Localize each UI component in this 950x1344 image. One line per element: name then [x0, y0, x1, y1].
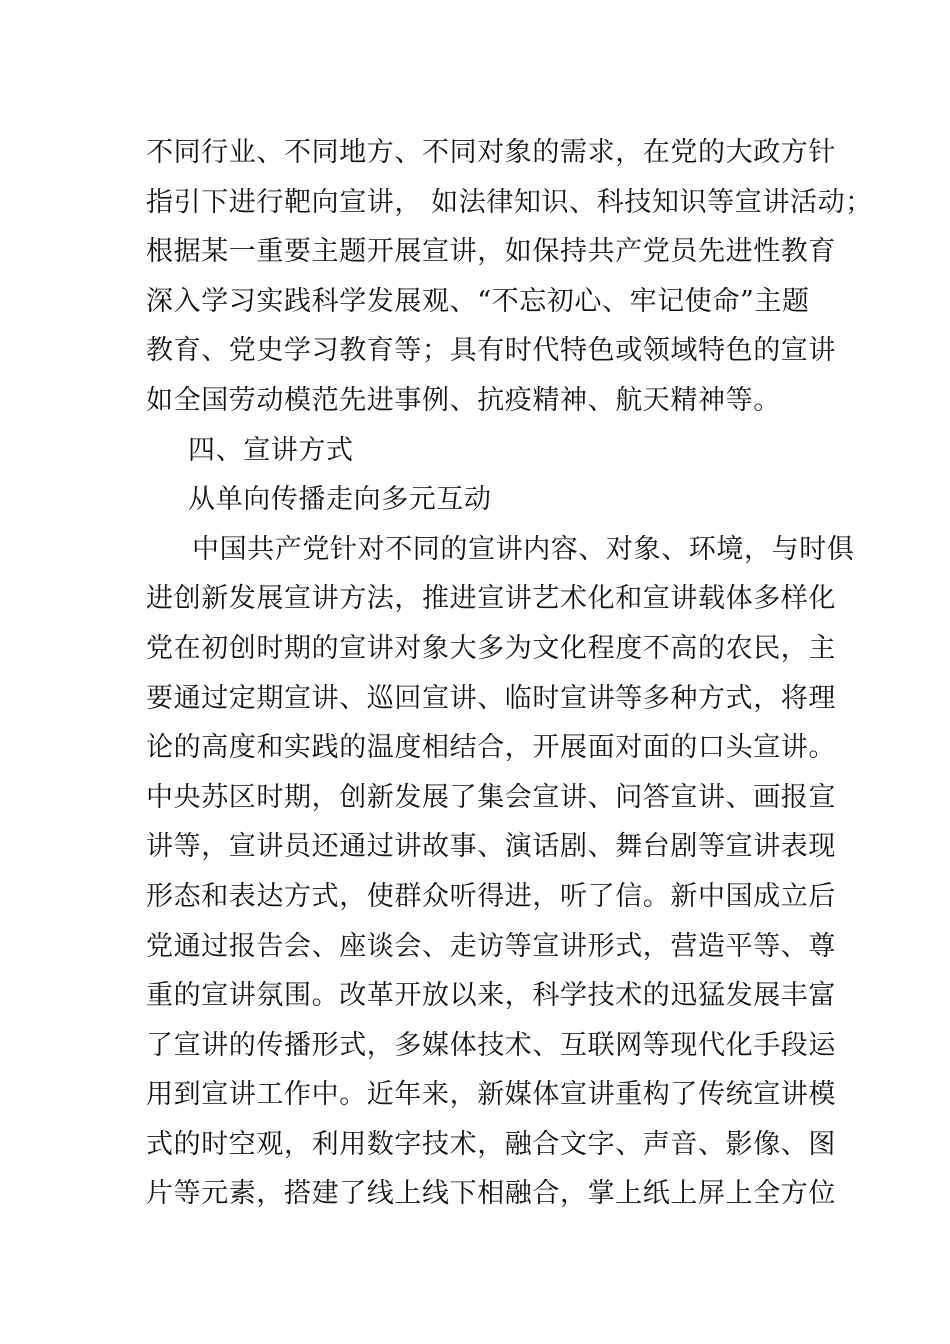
text-line: 式的时空观，利用数字技术，融合文字、声音、影像、图	[146, 1128, 836, 1160]
text-line: 根据某一重要主题开展宣讲，如保持共产党员先进性教育	[146, 236, 836, 268]
text-line: 了宣讲的传播形式，多媒体技术、互联网等现代化手段运	[146, 1029, 836, 1061]
text-line: 讲等，宣讲员还通过讲故事、演话剧、舞台剧等宣讲表现	[146, 831, 836, 863]
text-line: 如全国劳动模范先进事例、抗疫精神、航天精神等。	[146, 384, 781, 416]
text-line: 中央苏区时期，创新发展了集会宣讲、问答宣讲、画报宣	[146, 781, 836, 813]
text-line: 党在初创时期的宣讲对象大多为文化程度不高的农民，主	[146, 632, 836, 664]
text-line: 用到宣讲工作中。近年来，新媒体宣讲重构了传统宣讲模	[146, 1079, 836, 1111]
text-line: 重的宣讲氛围。改革开放以来，科学技术的迅猛发展丰富	[146, 980, 836, 1012]
text-line: 进创新发展宣讲方法，推进宣讲艺术化和宣讲载体多样化	[146, 583, 836, 615]
text-line: 要通过定期宣讲、巡回宣讲、临时宣讲等多种方式，将理	[146, 682, 836, 714]
text-line: 深入学习实践科学发展观、“不忘初心、牢记使命”主题	[146, 285, 810, 317]
text-line: 不同行业、不同地方、不同对象的需求，在党的大政方针	[146, 137, 836, 168]
text-line: 论的高度和实践的温度相结合，开展面对面的口头宣讲。	[146, 732, 836, 764]
text-line: 指引下进行靶向宣讲， 如法律知识、科技知识等宣讲活动；	[146, 186, 873, 218]
text-line: 党通过报告会、座谈会、走访等宣讲形式，营造平等、尊	[146, 930, 836, 962]
text-line: 形态和表达方式，使群众听得进，听了信。新中国成立后	[146, 880, 836, 912]
paragraph-first-line: 中国共产党针对不同的宣讲内容、对象、环境，与时俱	[192, 533, 855, 565]
text-line: 片等元素，搭建了线上线下相融合，掌上纸上屏上全方位	[146, 1178, 836, 1210]
document-body	[146, 128, 873, 1219]
section-heading: 四、宣讲方式	[188, 434, 354, 466]
subsection-heading: 从单向传播走向多元互动	[188, 484, 492, 516]
text-line: 教育、党史学习教育等；具有时代特色或领域特色的宣讲	[146, 335, 836, 367]
